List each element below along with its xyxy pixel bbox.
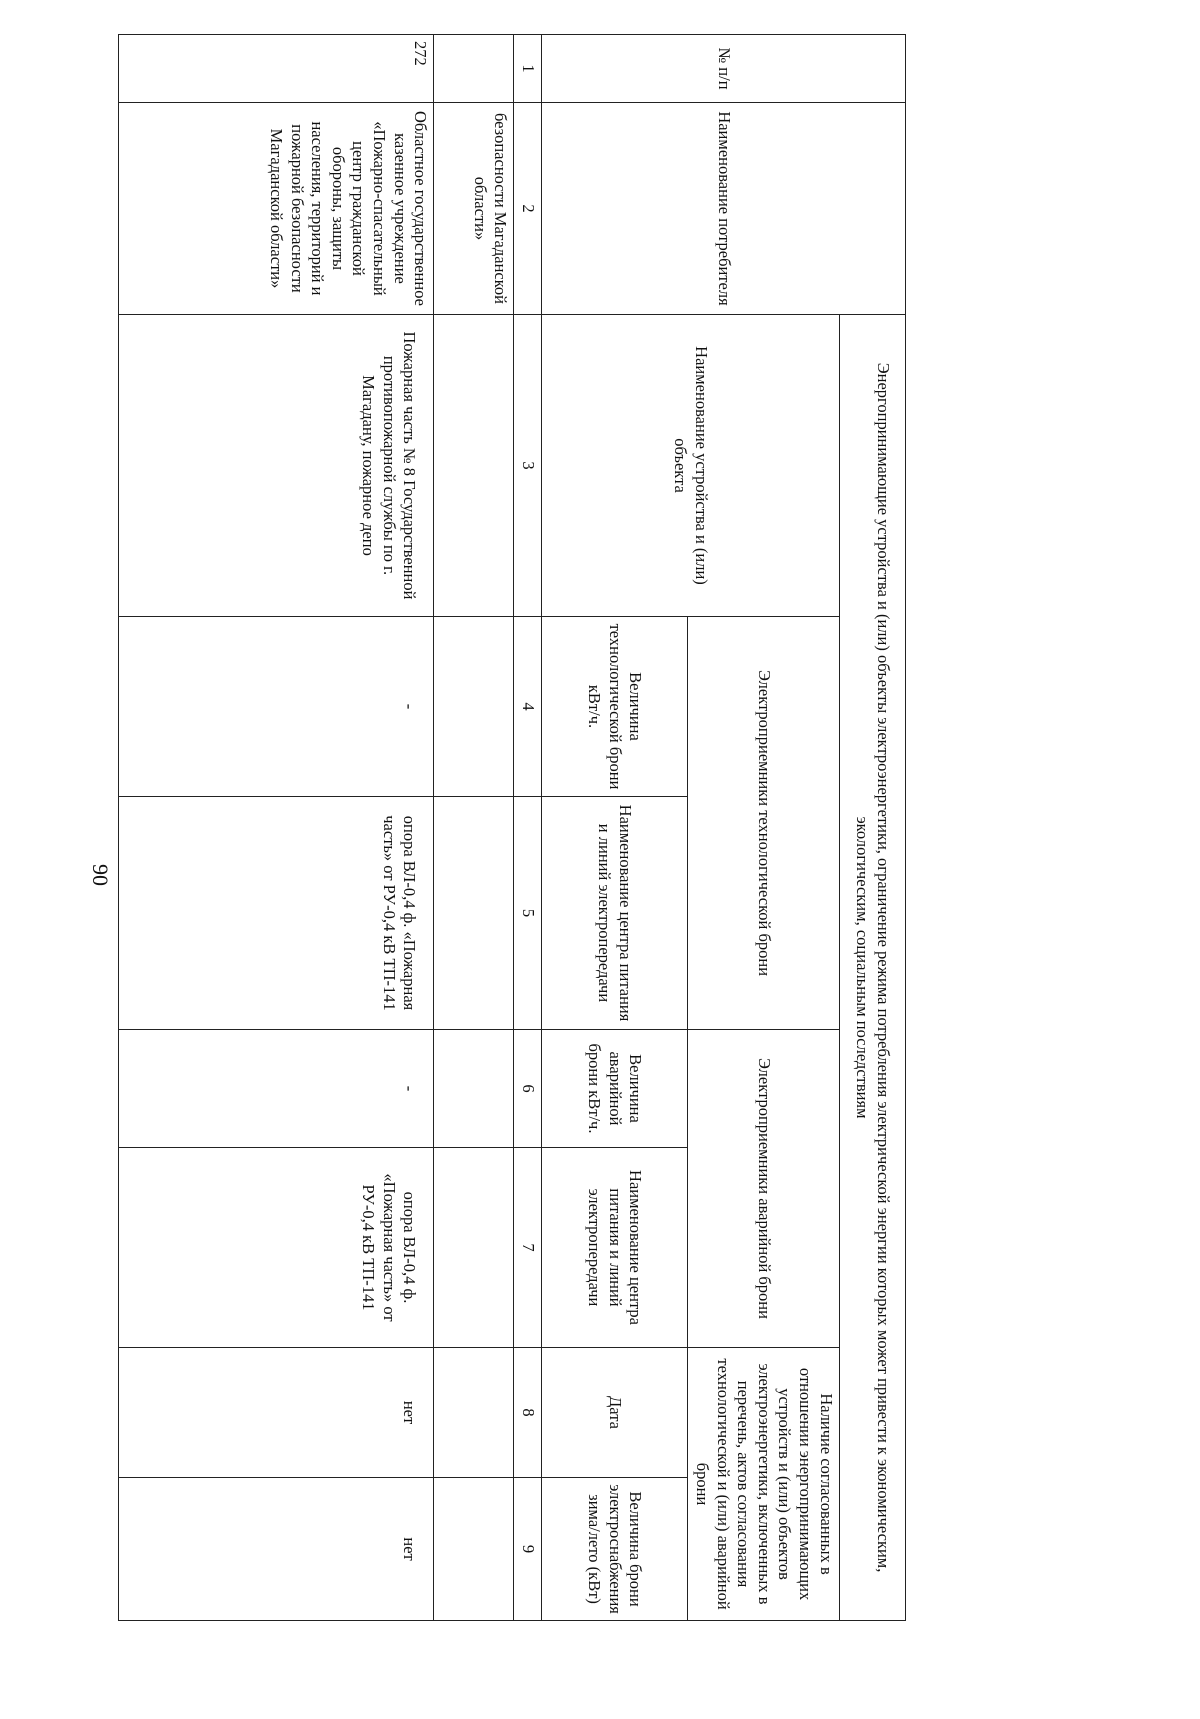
header-date: Дата (542, 1348, 688, 1478)
column-number: 5 (514, 797, 542, 1030)
header-emerg-center: Наименование центра питания и линий электропередачи (542, 1148, 688, 1348)
cell-tech-value (434, 617, 514, 797)
table-row (119, 35, 434, 1621)
cell-number (434, 35, 514, 103)
column-number: 9 (514, 1478, 542, 1621)
document-table-wrapper (118, 34, 906, 1620)
column-number: 3 (514, 315, 542, 617)
column-number: 6 (514, 1030, 542, 1148)
column-number: 1 (514, 35, 542, 103)
header-tech-value: Величина технологической брони кВт/ч. (542, 617, 688, 797)
header-acts-value: Величина брони электроснабжения зима/лето (кВт) (542, 1478, 688, 1621)
table-row (434, 35, 514, 1621)
cell-tech-center: опора ВЛ-0,4 ф. «Пожарная часть» от РУ-0,4 кВ ТП-141 (119, 797, 434, 1030)
header-number: № п/п (542, 35, 906, 103)
cell-emerg-center (434, 1148, 514, 1348)
cell-date (434, 1348, 514, 1478)
cell-device (434, 315, 514, 617)
cell-emerg-value (434, 1030, 514, 1148)
column-number: 4 (514, 617, 542, 797)
cell-emerg-value: - (119, 1030, 434, 1148)
cell-number: 272 (119, 35, 434, 103)
column-number: 8 (514, 1348, 542, 1478)
cell-acts-value (434, 1478, 514, 1621)
cell-acts-value: нет (119, 1478, 434, 1621)
header-tech-center: Наименование центра питания и линий электропередачи (542, 797, 688, 1030)
column-number-row (514, 35, 542, 1621)
cell-tech-center (434, 797, 514, 1030)
header-main: Энергопринимающие устройства и (или) объекты электроэнергетики, ограничение режима потребления электрической энергии которых может привести к экономическим, экологическим, социальным последствиям (840, 315, 906, 1621)
column-number: 2 (514, 103, 542, 315)
cell-date: нет (119, 1348, 434, 1478)
consumer-table (118, 34, 906, 1621)
page-number: 90 (88, 864, 113, 886)
cell-consumer: Областное государственное казенное учреждение «Пожарно-спасательный центр гражданской обороны, защиты населения, территорий и пожарной безопасности Магаданской области» (119, 103, 434, 315)
header-group-emergency: Электроприемники аварийной брони (688, 1030, 840, 1348)
header-consumer: Наименование потребителя (542, 103, 906, 315)
header-device: Наименование устройства и (или) объекта (542, 315, 840, 617)
cell-emerg-center: опора ВЛ-0,4 ф. «Пожарная часть» от РУ-0,4 кВ ТП-141 (119, 1148, 434, 1348)
cell-device: Пожарная часть № 8 Государственной противопожарной службы по г. Магадану, пожарное депо (119, 315, 434, 617)
column-number: 7 (514, 1148, 542, 1348)
header-group-acts: Наличие согласованных в отношении энергопринимающих устройств и (или) объектов электроэнергетики, включенных в перечень, актов согласования технологической и (или) аварийной брони (688, 1348, 840, 1621)
header-emerg-value: Величина аварийной брони кВт/ч. (542, 1030, 688, 1148)
header-group-tech: Электроприемники технологической брони (688, 617, 840, 1030)
cell-consumer: безопасности Магаданской области» (434, 103, 514, 315)
cell-tech-value: - (119, 617, 434, 797)
